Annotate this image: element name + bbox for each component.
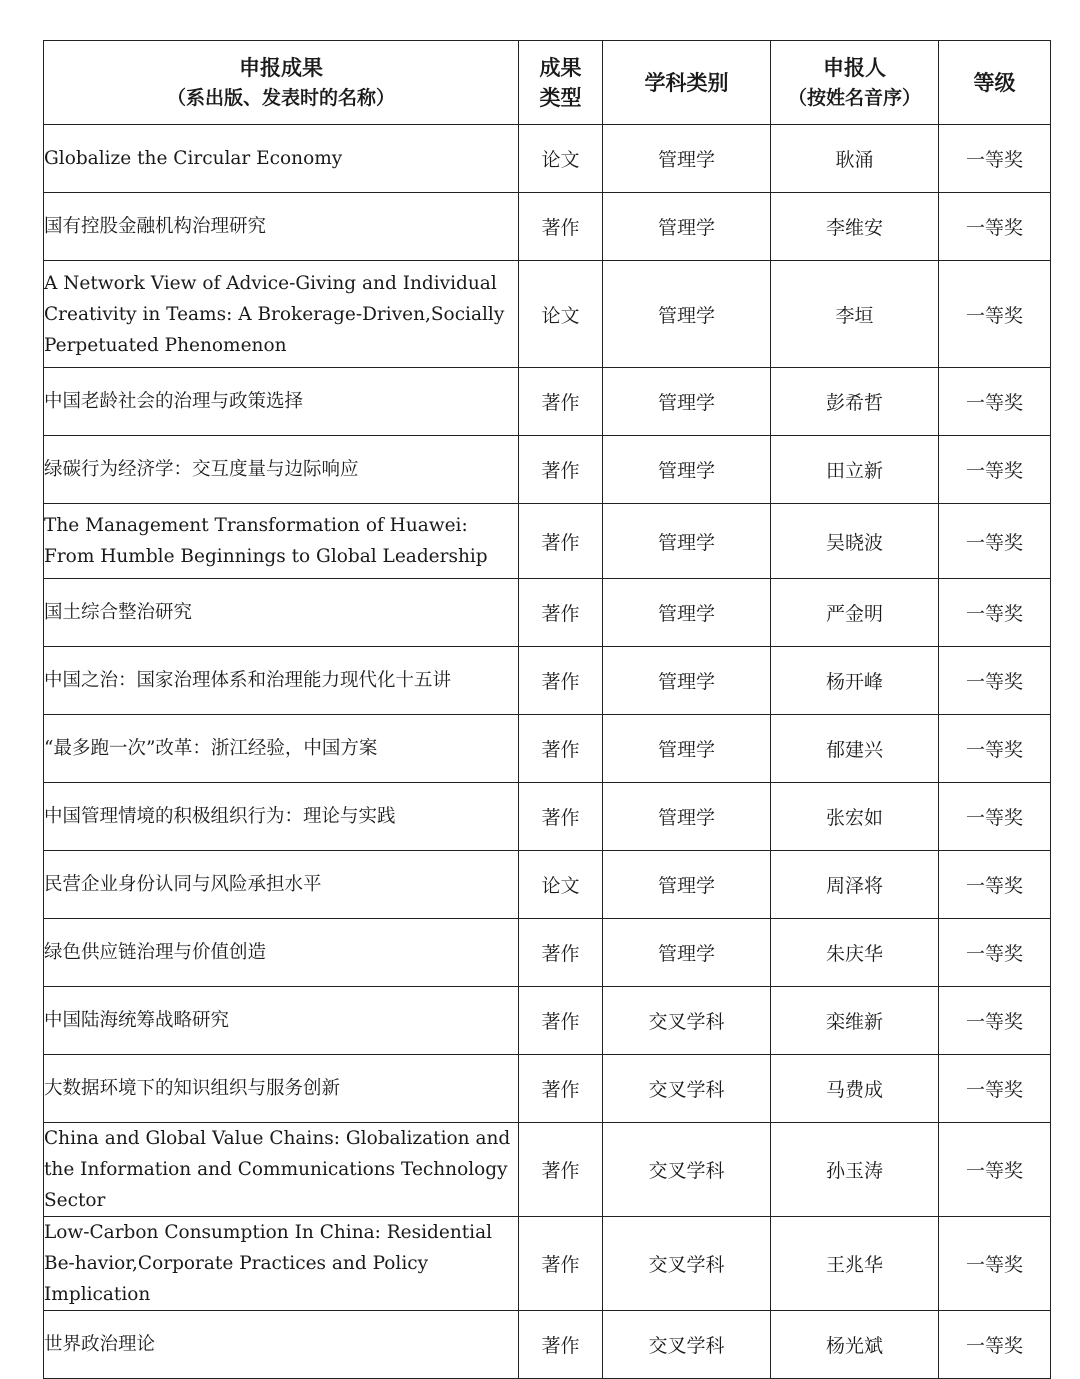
table-header-row bbox=[44, 41, 1051, 125]
cell-title: 中国老龄社会的治理与政策选择 bbox=[44, 368, 519, 436]
cell-applicant: 张宏如 bbox=[771, 783, 939, 851]
table-row bbox=[44, 261, 1051, 368]
cell-grade: 一等奖 bbox=[939, 1311, 1051, 1379]
table-row bbox=[44, 715, 1051, 783]
cell-discipline: 管理学 bbox=[603, 647, 771, 715]
table-row bbox=[44, 504, 1051, 579]
table-row bbox=[44, 125, 1051, 193]
table-row bbox=[44, 919, 1051, 987]
header-type-line1: 成果 bbox=[539, 55, 582, 80]
cell-type: 著作 bbox=[519, 647, 603, 715]
cell-discipline: 管理学 bbox=[603, 436, 771, 504]
header-title-main: 申报成果 bbox=[239, 55, 323, 80]
cell-title: “最多跑一次”改革：浙江经验，中国方案 bbox=[44, 715, 519, 783]
table-row bbox=[44, 647, 1051, 715]
cell-discipline: 管理学 bbox=[603, 193, 771, 261]
header-title bbox=[44, 41, 519, 125]
cell-applicant: 孙玉涛 bbox=[771, 1123, 939, 1217]
cell-title: Low-Carbon Consumption In China: Residential Be-havior,Corporate Practices and Policy Implication bbox=[44, 1217, 519, 1311]
cell-grade: 一等奖 bbox=[939, 436, 1051, 504]
table-row bbox=[44, 193, 1051, 261]
cell-grade: 一等奖 bbox=[939, 1123, 1051, 1217]
cell-applicant: 严金明 bbox=[771, 579, 939, 647]
cell-applicant: 彭希哲 bbox=[771, 368, 939, 436]
cell-title: 国有控股金融机构治理研究 bbox=[44, 193, 519, 261]
cell-type: 著作 bbox=[519, 987, 603, 1055]
table-row bbox=[44, 851, 1051, 919]
cell-applicant: 田立新 bbox=[771, 436, 939, 504]
cell-grade: 一等奖 bbox=[939, 579, 1051, 647]
header-applicant bbox=[771, 41, 939, 125]
cell-title: The Management Transformation of Huawei: From Humble Beginnings to Global Leadership bbox=[44, 504, 519, 579]
cell-grade: 一等奖 bbox=[939, 1217, 1051, 1311]
cell-title: 中国陆海统筹战略研究 bbox=[44, 987, 519, 1055]
cell-discipline: 交叉学科 bbox=[603, 1311, 771, 1379]
cell-title: 中国之治：国家治理体系和治理能力现代化十五讲 bbox=[44, 647, 519, 715]
cell-discipline: 管理学 bbox=[603, 125, 771, 193]
cell-applicant: 李维安 bbox=[771, 193, 939, 261]
cell-grade: 一等奖 bbox=[939, 715, 1051, 783]
cell-applicant: 朱庆华 bbox=[771, 919, 939, 987]
cell-applicant: 王兆华 bbox=[771, 1217, 939, 1311]
header-type bbox=[519, 41, 603, 125]
cell-type: 著作 bbox=[519, 783, 603, 851]
cell-type: 著作 bbox=[519, 193, 603, 261]
cell-applicant: 郁建兴 bbox=[771, 715, 939, 783]
table-row bbox=[44, 783, 1051, 851]
cell-type: 论文 bbox=[519, 261, 603, 368]
cell-grade: 一等奖 bbox=[939, 987, 1051, 1055]
cell-type: 著作 bbox=[519, 368, 603, 436]
cell-type: 著作 bbox=[519, 1311, 603, 1379]
awards-table bbox=[43, 40, 1051, 1379]
table-row bbox=[44, 1055, 1051, 1123]
header-applicant-sub: （按姓名音序） bbox=[787, 86, 921, 109]
table-row bbox=[44, 1311, 1051, 1379]
cell-type: 著作 bbox=[519, 1123, 603, 1217]
cell-title: Globalize the Circular Economy bbox=[44, 125, 519, 193]
cell-title: 大数据环境下的知识组织与服务创新 bbox=[44, 1055, 519, 1123]
cell-grade: 一等奖 bbox=[939, 783, 1051, 851]
cell-title: A Network View of Advice-Giving and Individual Creativity in Teams: A Brokerage-Driven,Socially Perpetuated Phenomenon bbox=[44, 261, 519, 368]
table-row bbox=[44, 1217, 1051, 1311]
cell-grade: 一等奖 bbox=[939, 125, 1051, 193]
table-row bbox=[44, 987, 1051, 1055]
header-title-sub: （系出版、发表时的名称） bbox=[166, 86, 395, 109]
cell-type: 著作 bbox=[519, 1055, 603, 1123]
cell-discipline: 管理学 bbox=[603, 919, 771, 987]
cell-discipline: 管理学 bbox=[603, 368, 771, 436]
cell-applicant: 杨开峰 bbox=[771, 647, 939, 715]
cell-title: 绿碳行为经济学：交互度量与边际响应 bbox=[44, 436, 519, 504]
cell-discipline: 管理学 bbox=[603, 261, 771, 368]
cell-title: China and Global Value Chains: Globalization and the Information and Communications Technology Sector bbox=[44, 1123, 519, 1217]
table-row bbox=[44, 1123, 1051, 1217]
cell-applicant: 吴晓波 bbox=[771, 504, 939, 579]
cell-title: 绿色供应链治理与价值创造 bbox=[44, 919, 519, 987]
cell-grade: 一等奖 bbox=[939, 851, 1051, 919]
cell-discipline: 管理学 bbox=[603, 715, 771, 783]
cell-discipline: 管理学 bbox=[603, 783, 771, 851]
cell-applicant: 马费成 bbox=[771, 1055, 939, 1123]
cell-grade: 一等奖 bbox=[939, 261, 1051, 368]
cell-applicant: 耿涌 bbox=[771, 125, 939, 193]
cell-type: 著作 bbox=[519, 919, 603, 987]
cell-discipline: 管理学 bbox=[603, 504, 771, 579]
cell-discipline: 管理学 bbox=[603, 851, 771, 919]
header-applicant-main: 申报人 bbox=[823, 55, 886, 80]
cell-discipline: 交叉学科 bbox=[603, 987, 771, 1055]
table-row bbox=[44, 436, 1051, 504]
cell-title: 世界政治理论 bbox=[44, 1311, 519, 1379]
cell-applicant: 李垣 bbox=[771, 261, 939, 368]
cell-type: 论文 bbox=[519, 125, 603, 193]
header-discipline: 学科类别 bbox=[603, 41, 771, 125]
header-grade: 等级 bbox=[939, 41, 1051, 125]
cell-grade: 一等奖 bbox=[939, 193, 1051, 261]
cell-grade: 一等奖 bbox=[939, 368, 1051, 436]
cell-grade: 一等奖 bbox=[939, 647, 1051, 715]
cell-applicant: 栾维新 bbox=[771, 987, 939, 1055]
cell-applicant: 杨光斌 bbox=[771, 1311, 939, 1379]
cell-discipline: 交叉学科 bbox=[603, 1217, 771, 1311]
cell-type: 著作 bbox=[519, 436, 603, 504]
cell-discipline: 管理学 bbox=[603, 579, 771, 647]
cell-type: 著作 bbox=[519, 1217, 603, 1311]
table-row bbox=[44, 368, 1051, 436]
cell-discipline: 交叉学科 bbox=[603, 1055, 771, 1123]
cell-title: 中国管理情境的积极组织行为：理论与实践 bbox=[44, 783, 519, 851]
cell-grade: 一等奖 bbox=[939, 504, 1051, 579]
cell-type: 著作 bbox=[519, 715, 603, 783]
header-type-line2: 类型 bbox=[539, 85, 582, 110]
cell-type: 论文 bbox=[519, 851, 603, 919]
cell-type: 著作 bbox=[519, 579, 603, 647]
cell-title: 国土综合整治研究 bbox=[44, 579, 519, 647]
cell-type: 著作 bbox=[519, 504, 603, 579]
cell-grade: 一等奖 bbox=[939, 919, 1051, 987]
cell-applicant: 周泽将 bbox=[771, 851, 939, 919]
cell-grade: 一等奖 bbox=[939, 1055, 1051, 1123]
cell-title: 民营企业身份认同与风险承担水平 bbox=[44, 851, 519, 919]
table-row bbox=[44, 579, 1051, 647]
cell-discipline: 交叉学科 bbox=[603, 1123, 771, 1217]
